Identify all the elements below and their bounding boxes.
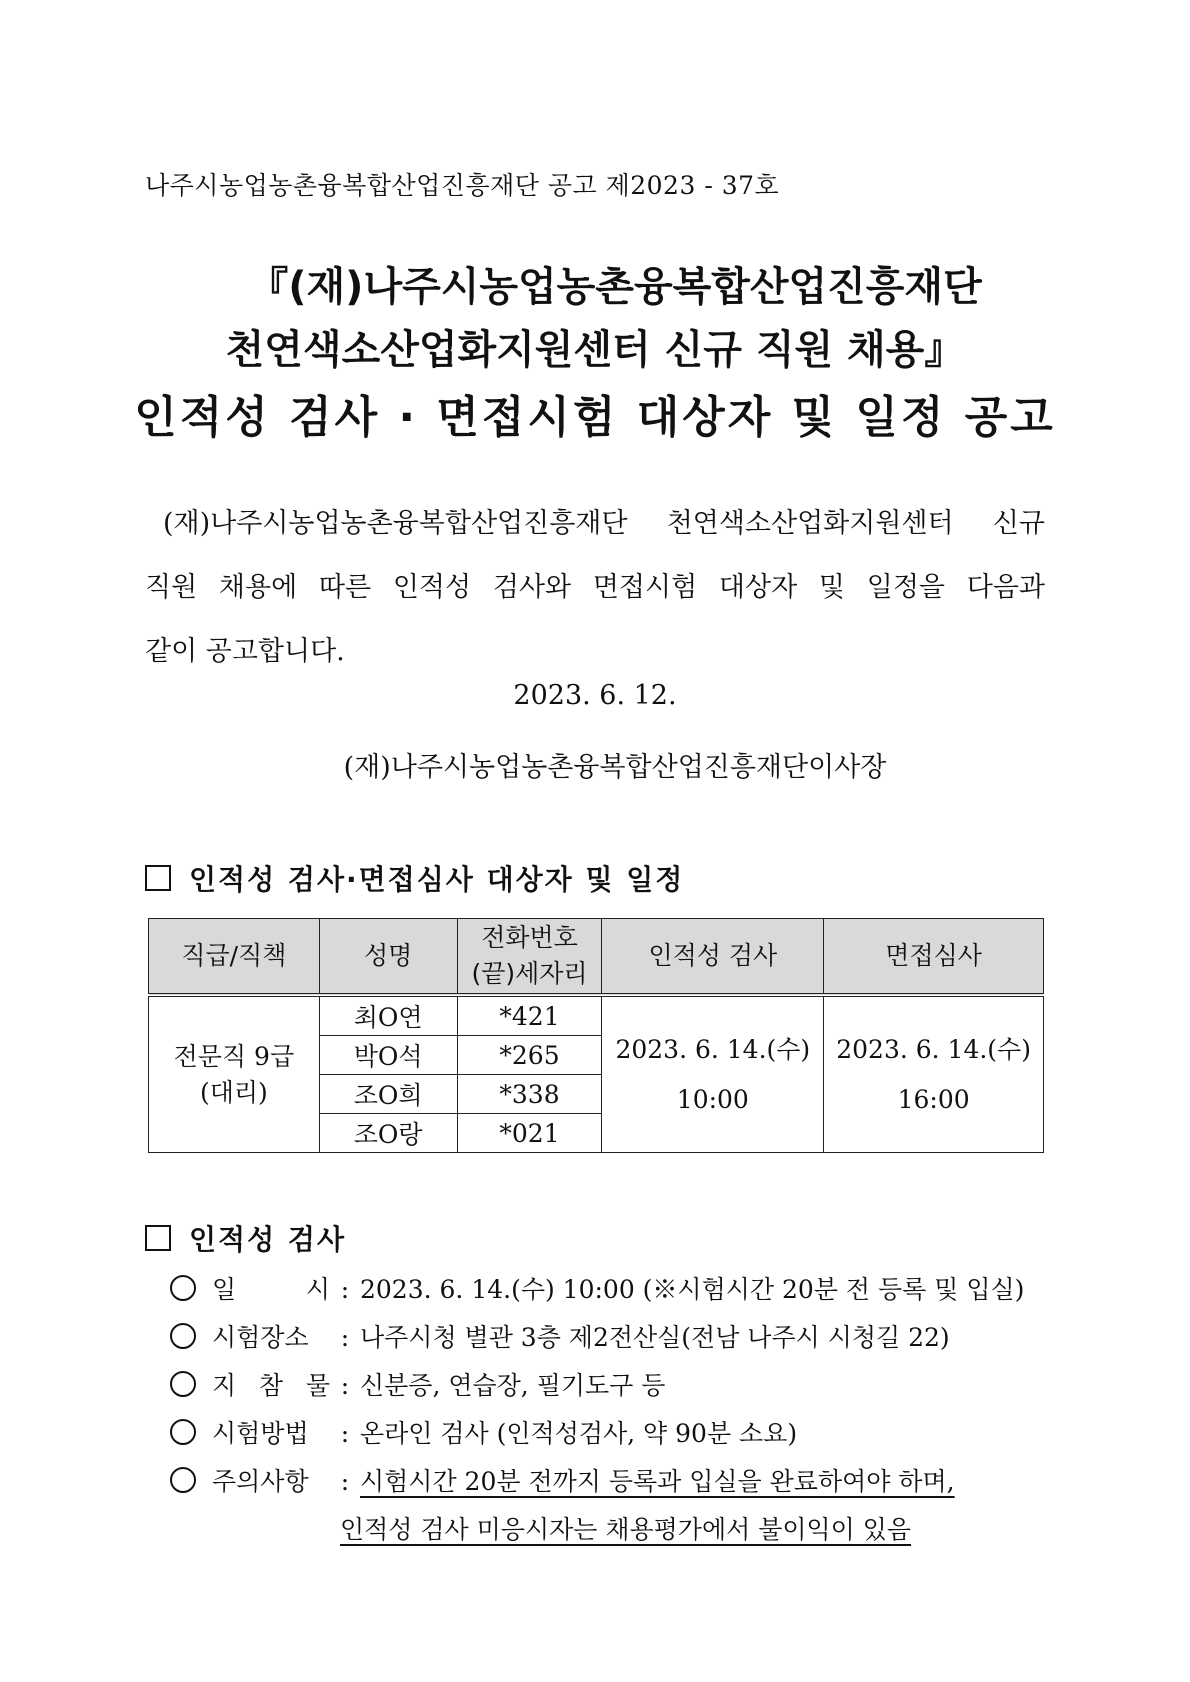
candidate-phone: *338 bbox=[457, 1075, 602, 1114]
title-line-2: 천연색소산업화지원센터 신규 직원 채용』 bbox=[225, 327, 965, 373]
item-value: 2023. 6. 14.(수) 10:00 (※시험시간 20분 전 등록 및 입실) bbox=[360, 1275, 1025, 1304]
issuer: (재)나주시농업농촌융복합산업진흥재단이사장 bbox=[343, 752, 887, 783]
list-item-method bbox=[170, 1414, 797, 1450]
section-heading-schedule bbox=[145, 858, 684, 898]
position-cell bbox=[149, 995, 320, 1153]
list-item-location bbox=[170, 1318, 950, 1354]
circle-bullet-icon bbox=[170, 1419, 196, 1445]
item-value-continued: 인적성 검사 미응시자는 채용평가에서 불이익이 있음 bbox=[340, 1515, 912, 1544]
schedule-table bbox=[148, 918, 1044, 1153]
title-line-1: 『(재)나주시농업농촌융복합산업진흥재단 bbox=[248, 264, 982, 310]
body-line-3: 같이 공고합니다. bbox=[145, 636, 345, 667]
candidate-name: 조O랑 bbox=[319, 1114, 457, 1153]
position-line2: (대리) bbox=[199, 1077, 268, 1107]
title-line-3: 인적성 검사 · 면접시험 대상자 및 일정 공고 bbox=[134, 392, 1056, 443]
circle-bullet-icon bbox=[170, 1323, 196, 1349]
colon: : bbox=[340, 1371, 350, 1400]
colon: : bbox=[340, 1323, 350, 1352]
list-item-items-to-bring bbox=[170, 1366, 665, 1402]
announcement-date: 2023. 6. 12. bbox=[513, 680, 677, 711]
item-value: 온라인 검사 (인적성검사, 약 90분 소요) bbox=[360, 1419, 798, 1448]
colon: : bbox=[340, 1467, 350, 1496]
body-line-1: (재)나주시농업농촌융복합산업진흥재단 천연색소산업화지원센터 신규 bbox=[163, 508, 1045, 539]
list-item-caution-continued bbox=[340, 1510, 911, 1546]
header-position: 직급/직책 bbox=[149, 919, 320, 996]
interview-date: 2023. 6. 14.(수) bbox=[836, 1034, 1031, 1064]
candidate-name: 조O희 bbox=[319, 1075, 457, 1114]
section-heading-text: 인적성 검사·면접심사 대상자 및 일정 bbox=[189, 863, 685, 896]
header-phone bbox=[457, 919, 602, 996]
candidate-phone: *421 bbox=[457, 995, 602, 1036]
header-name: 성명 bbox=[319, 919, 457, 996]
item-value: 나주시청 별관 3층 제2전산실(전남 나주시 시청길 22) bbox=[360, 1323, 950, 1352]
interview-schedule-cell bbox=[824, 995, 1044, 1153]
aptitude-date: 2023. 6. 14.(수) bbox=[615, 1034, 811, 1064]
colon: : bbox=[340, 1419, 350, 1448]
aptitude-schedule-cell bbox=[602, 995, 824, 1153]
item-label: 시험장소 bbox=[212, 1323, 309, 1352]
square-bullet-icon bbox=[145, 865, 171, 891]
notice-number: 나주시농업농촌융복합산업진흥재단 공고 제2023 - 37호 bbox=[145, 171, 780, 200]
aptitude-time: 10:00 bbox=[676, 1084, 749, 1114]
item-label: 시험방법 bbox=[212, 1419, 309, 1448]
item-value: 시험시간 20분 전까지 등록과 입실을 완료하여야 하며, bbox=[360, 1467, 955, 1496]
item-value: 신분증, 연습장, 필기도구 등 bbox=[360, 1371, 666, 1400]
table-row bbox=[149, 995, 1044, 1036]
colon: : bbox=[340, 1275, 350, 1304]
square-bullet-icon bbox=[145, 1225, 171, 1251]
circle-bullet-icon bbox=[170, 1371, 196, 1397]
list-item-caution bbox=[170, 1462, 955, 1498]
table-header-row bbox=[149, 919, 1044, 996]
body-line-2: 직원 채용에 따른 인적성 검사와 면접시험 대상자 및 일정을 다음과 bbox=[145, 572, 1045, 603]
position-line1: 전문직 9급 bbox=[173, 1041, 295, 1071]
candidate-phone: *265 bbox=[457, 1036, 602, 1075]
candidate-phone: *021 bbox=[457, 1114, 602, 1153]
circle-bullet-icon bbox=[170, 1467, 196, 1493]
section-heading-text: 인적성 검사 bbox=[189, 1223, 346, 1256]
interview-time: 16:00 bbox=[897, 1084, 970, 1114]
header-interview: 면접심사 bbox=[824, 919, 1044, 996]
item-label: 지 참 물 bbox=[212, 1371, 330, 1400]
list-item-datetime bbox=[170, 1270, 1024, 1306]
section-heading-aptitude bbox=[145, 1218, 346, 1258]
header-phone-line1: 전화번호 bbox=[481, 923, 578, 952]
header-phone-line2: (끝)세자리 bbox=[471, 959, 588, 988]
candidate-name: 박O석 bbox=[319, 1036, 457, 1075]
candidate-name: 최O연 bbox=[319, 995, 457, 1036]
item-label: 주의사항 bbox=[212, 1467, 309, 1496]
circle-bullet-icon bbox=[170, 1275, 196, 1301]
header-aptitude: 인적성 검사 bbox=[602, 919, 824, 996]
item-label: 일 시 bbox=[212, 1275, 330, 1304]
